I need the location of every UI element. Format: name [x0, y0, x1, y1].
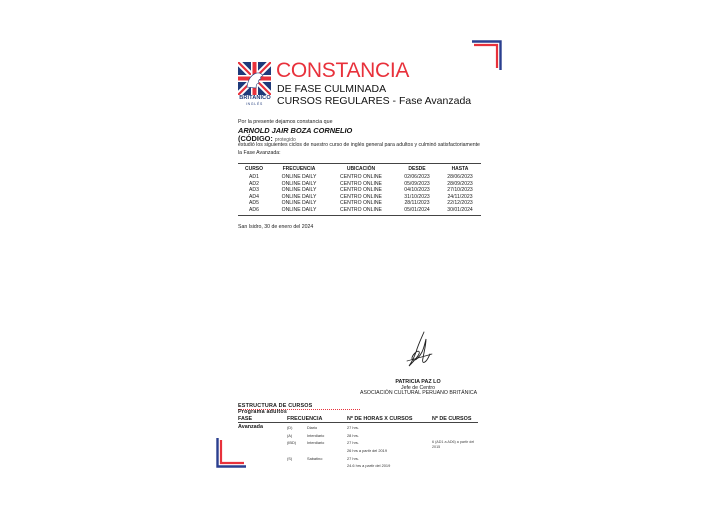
structure-header-cursos: Nº DE CURSOS	[432, 416, 472, 422]
cell-frecuencia: ONLINE DAILY	[281, 187, 317, 194]
structure-code: (D)	[287, 425, 293, 430]
table-row	[238, 194, 481, 201]
britanico-logo	[238, 62, 271, 108]
structure-subtitle: Programa adultos	[238, 409, 288, 415]
cell-desde: 28/11/2023	[404, 200, 430, 207]
cell-frecuencia: ONLINE DAILY	[281, 180, 317, 187]
table-row	[238, 207, 481, 214]
place-and-date: San Isidro, 30 de enero del 2024	[238, 224, 314, 230]
courses-table	[238, 166, 481, 214]
structure-frequency: Interdiario	[307, 440, 325, 445]
cell-ubicacion: CENTRO ONLINE	[340, 174, 382, 180]
table-row	[238, 174, 481, 181]
structure-code: (S)	[287, 456, 293, 461]
code-label: (CÓDIGO:	[238, 134, 273, 143]
structure-frequency: Sabatino	[307, 456, 323, 461]
cell-curso: AD3	[249, 187, 259, 194]
signatory-role: Jefe de Centro	[400, 385, 436, 391]
certificate-subtitle-1: DE FASE CULMINADA	[277, 83, 387, 95]
cell-frecuencia: ONLINE DAILY	[281, 193, 317, 200]
signatory-name: PATRICIA PAZ LO	[395, 379, 441, 385]
table-row	[238, 181, 481, 188]
header-ubicacion: UBICACIÓN	[346, 166, 376, 172]
cell-frecuencia: ONLINE DAILY	[281, 174, 317, 180]
cell-ubicacion: CENTRO ONLINE	[340, 180, 382, 187]
logo-wordmark: BRITANICO	[239, 95, 271, 101]
structure-hours-note: 26 hrs a partir del 2019	[347, 448, 388, 453]
header-frecuencia: FRECUENCIA	[282, 166, 316, 172]
cell-hasta: 27/10/2023	[447, 187, 473, 194]
cell-curso: AD6	[249, 206, 259, 213]
cell-desde: 05/09/2023	[404, 180, 430, 187]
structure-hours: 27 hrs.	[347, 425, 359, 430]
structure-frequency: Interdiario	[307, 433, 325, 438]
structure-hours: 28 hrs.	[347, 433, 359, 438]
structure-frequency: Diario	[307, 425, 318, 430]
student-name: ARNOLD JAIR BOZA CORNELIO	[238, 126, 353, 135]
header-curso: CURSO	[244, 166, 264, 172]
union-jack-lion-icon	[238, 62, 271, 95]
cell-curso: AD2	[249, 180, 259, 187]
structure-level: Avanzada	[238, 424, 263, 430]
structure-hours: 27 hrs.	[347, 440, 359, 445]
table-row	[238, 187, 481, 194]
certificate-subtitle-2: CURSOS REGULARES - Fase Avanzada	[277, 95, 472, 107]
cell-ubicacion: CENTRO ONLINE	[340, 206, 382, 213]
structure-courses-note: 6 (AD1 a AD6) a partir del 2015	[432, 440, 475, 450]
structure-hours-note: 24.6 hrs a partir del 2019	[347, 463, 391, 468]
cell-desde: 31/10/2023	[404, 193, 430, 200]
cell-hasta: 28/09/2023	[447, 180, 473, 187]
cell-frecuencia: ONLINE DAILY	[281, 200, 317, 207]
cell-curso: AD5	[249, 200, 259, 207]
code-value: protegido	[274, 137, 296, 143]
cell-desde: 05/01/2024	[404, 206, 430, 213]
table-row	[238, 200, 481, 207]
certificate-title: CONSTANCIA	[276, 59, 410, 82]
cell-ubicacion: CENTRO ONLINE	[340, 200, 382, 207]
cell-frecuencia: ONLINE DAILY	[281, 206, 317, 213]
signatory-organization: ASOCIACIÓN CULTURAL PERUANO BRITÁNICA	[360, 390, 478, 396]
corner-ornament-top-right	[472, 40, 502, 70]
cell-hasta: 22/12/2023	[447, 200, 473, 207]
cell-hasta: 24/11/2023	[447, 193, 473, 200]
header-hasta: HASTA	[451, 166, 469, 172]
structure-header-rule	[238, 422, 478, 423]
header-desde: DESDE	[408, 166, 426, 172]
logo-subtitle: INGLÉS	[245, 102, 264, 106]
handwritten-signature	[402, 330, 436, 370]
structure-code: (A)	[287, 433, 293, 438]
structure-header-fase: FASE	[238, 416, 253, 422]
intro-text: Por la presente dejamos constancia que	[238, 119, 333, 125]
cell-ubicacion: CENTRO ONLINE	[340, 193, 382, 200]
cell-hasta: 30/01/2024	[447, 206, 473, 213]
structure-title: ESTRUCTURA DE CURSOS	[238, 403, 313, 409]
cell-curso: AD4	[249, 193, 259, 200]
table-bottom-rule	[238, 215, 481, 216]
cell-desde: 04/10/2023	[404, 187, 430, 194]
cell-curso: AD1	[249, 174, 259, 180]
body-paragraph: estudió los siguientes ciclos de nuestro curso de inglés general para adultos y culminó satisfactoriamente la Fase Avanzada:	[238, 142, 480, 156]
structure-header-horas: Nº DE HORAS X CURSOS	[347, 416, 413, 422]
table-header-row	[238, 166, 481, 174]
structure-hours: 27 hrs.	[347, 456, 359, 461]
cell-ubicacion: CENTRO ONLINE	[340, 187, 382, 194]
corner-ornament-bottom-left	[216, 438, 246, 468]
structure-header-frecuencia: FRECUENCIA	[287, 416, 323, 422]
cell-hasta: 28/06/2023	[447, 174, 473, 180]
table-top-rule	[238, 163, 481, 164]
cell-desde: 02/06/2023	[404, 174, 430, 180]
structure-code: (IBD)	[287, 440, 297, 445]
